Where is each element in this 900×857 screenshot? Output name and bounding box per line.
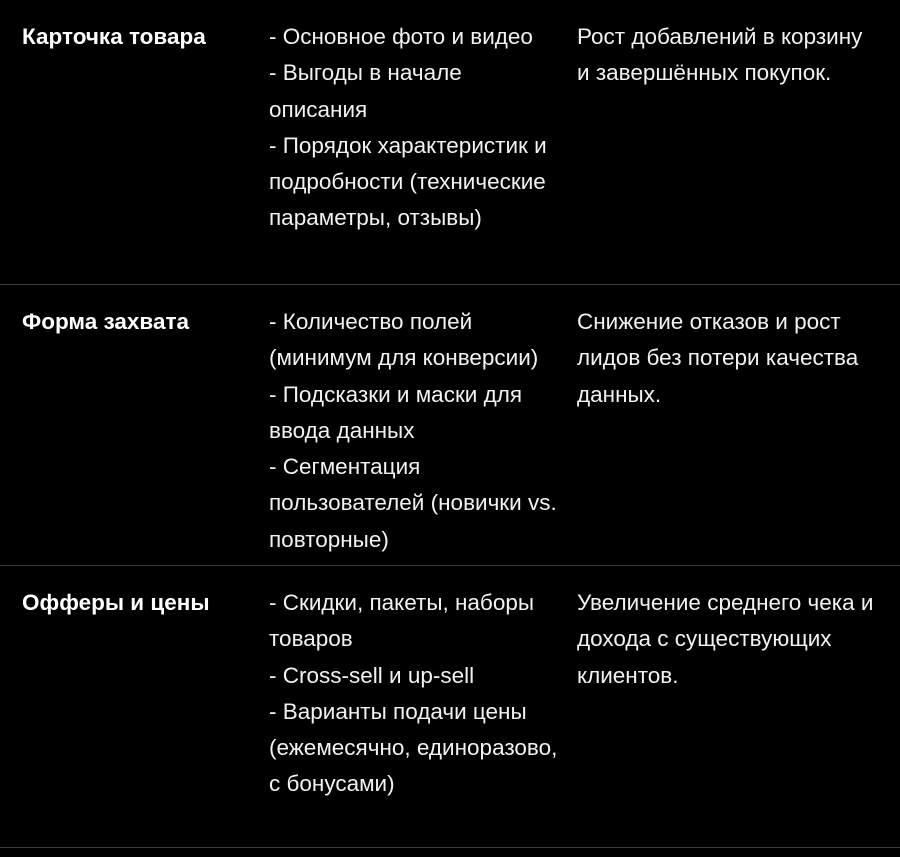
- table-row: [0, 566, 900, 848]
- list-item: - Выгоды в начале описания: [269, 60, 462, 122]
- list-item: - Порядок характеристик и подробности (технические параметры, отзывы): [269, 132, 547, 231]
- row-result: Увеличение среднего чека и дохода с существующих клиентов.: [577, 590, 874, 688]
- row-title: Форма захвата: [22, 309, 190, 334]
- row-title: Офферы и цены: [22, 590, 210, 615]
- list-item: - Варианты подачи цены (ежемесячно, единоразово, с бонусами): [269, 698, 558, 797]
- list-item: - Cross-sell и up-sell: [269, 662, 475, 688]
- list-item: - Основное фото и видео: [269, 24, 533, 49]
- list-item: - Количество полей (минимум для конверсии): [269, 309, 539, 371]
- list-item: - Сегментация пользователей (новички vs. повторные): [269, 454, 557, 552]
- row-items: [269, 285, 577, 565]
- row-items: [269, 566, 577, 847]
- row-items: [269, 0, 577, 284]
- row-result: Снижение отказов и рост лидов без потери качества данных.: [577, 309, 859, 407]
- list-item: - Подсказки и маски для ввода данных: [269, 381, 523, 443]
- table-row: [0, 0, 900, 285]
- list-item: - Скидки, пакеты, наборы товаров: [269, 590, 535, 652]
- row-result: Рост добавлений в корзину и завершённых покупок.: [577, 24, 863, 86]
- table-row: [0, 285, 900, 566]
- row-title: Карточка товара: [22, 24, 206, 49]
